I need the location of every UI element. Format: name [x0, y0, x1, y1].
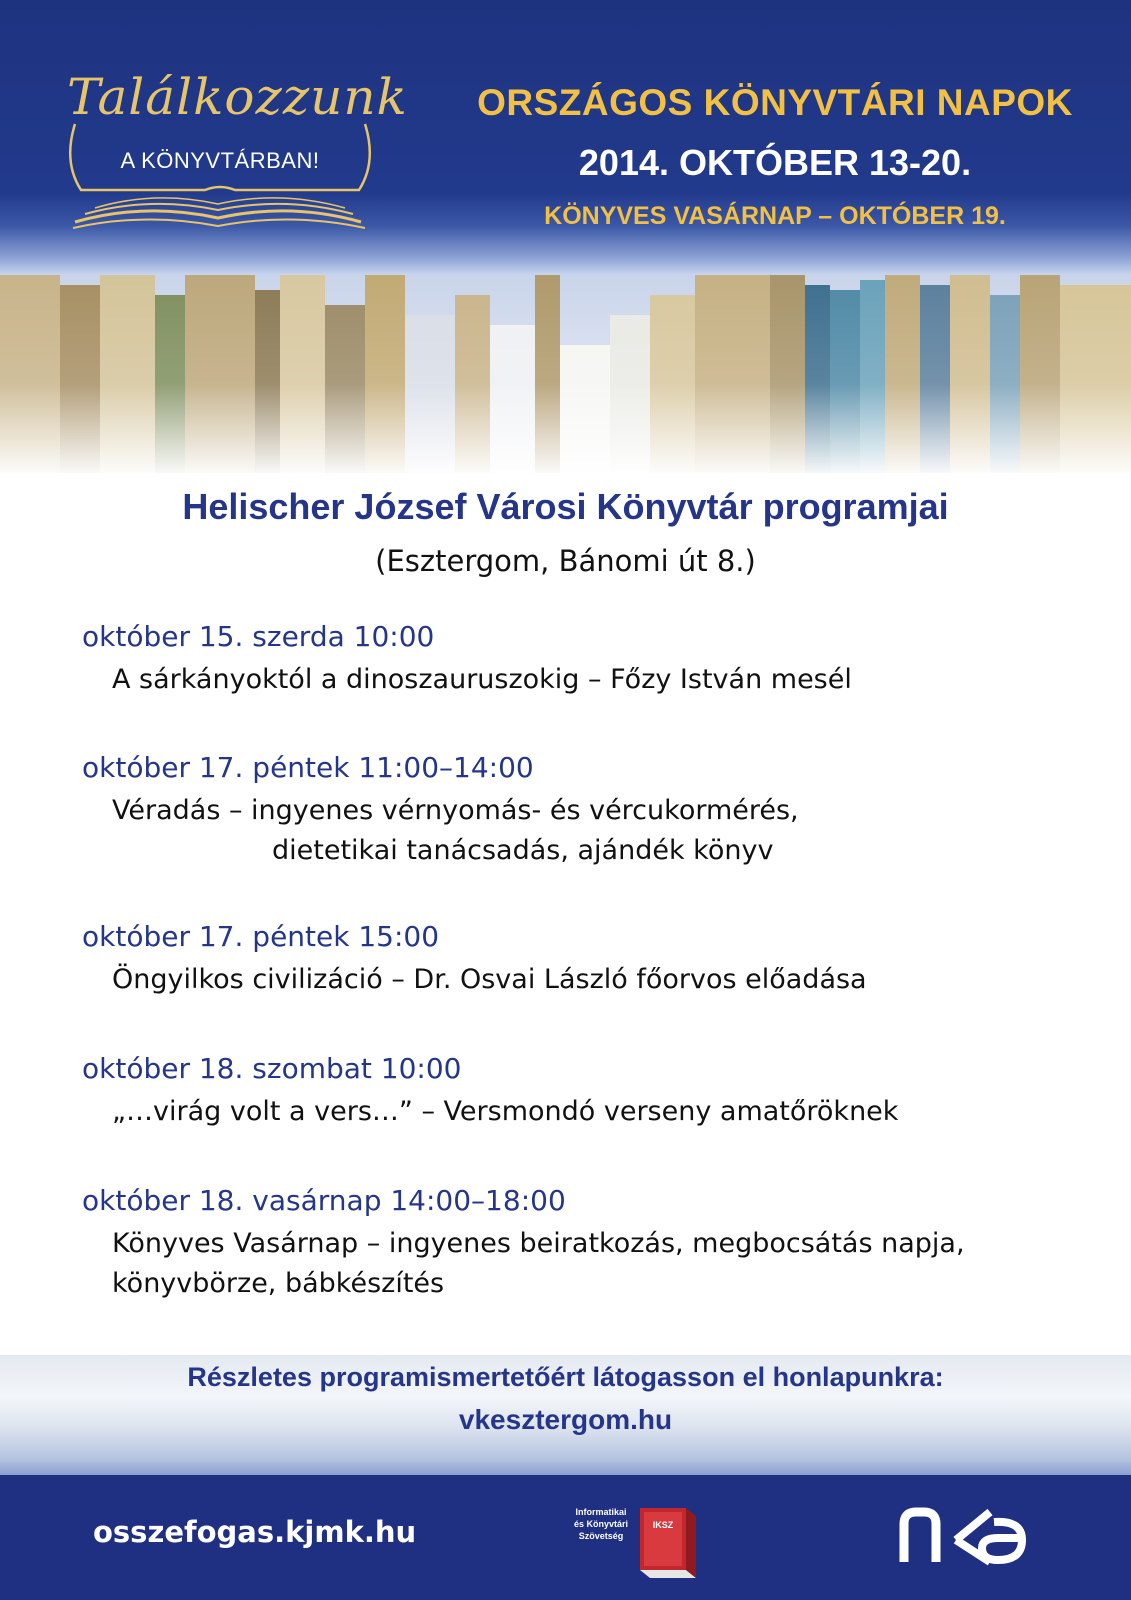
iksz-logo [570, 1502, 705, 1582]
iksz-logo-text [570, 1506, 632, 1542]
nka-logo-text: nka [898, 1500, 900, 1501]
info-text: Részletes programismertetőért látogasson el honlapunkra: [187, 1362, 944, 1392]
logo-script-text: Találkozzunk [67, 68, 408, 126]
event-description: Öngyilkos civilizáció – Dr. Osvai László főorvos előadása [112, 964, 867, 995]
logo-subtitle: A KÖNYVTÁRBAN! [120, 148, 320, 173]
footer-url-link[interactable]: osszefogas.kjmk.hu [93, 1515, 417, 1549]
event-date: október 18. vasárnap 14:00–18:00 [82, 1184, 566, 1217]
book-icon [632, 1504, 702, 1582]
event-description: A sárkányoktól a dinoszauruszokig – Főzy István mesél [112, 664, 852, 695]
iksz-line3: Szövetség [578, 1531, 624, 1541]
event-date: október 15. szerda 10:00 [82, 620, 435, 653]
iksz-badge: IKSZ [652, 1520, 674, 1530]
event-description-line2: könyvbörze, bábkészítés [112, 1268, 445, 1299]
header-banner [0, 0, 1131, 275]
event-description: „…virág volt a vers…” – Versmondó verseny amatőröknek [112, 1096, 899, 1127]
event-description: Könyves Vasárnap – ingyenes beiratkozás, megbocsátás napja, [112, 1228, 965, 1259]
event-subtitle: KÖNYVES VASÁRNAP – OKTÓBER 19. [544, 202, 1006, 230]
nka-logo [898, 1500, 1028, 1570]
event-logo [55, 62, 408, 242]
event-title: ORSZÁGOS KÖNYVTÁRI NAPOK [477, 82, 1073, 123]
iksz-line2: és Könyvtári [573, 1519, 629, 1529]
venue-address: (Esztergom, Bánomi út 8.) [375, 544, 756, 578]
website-link[interactable]: vkesztergom.hu [458, 1404, 673, 1435]
event-description-line2: dietetikai tanácsadás, ajándék könyv [272, 835, 774, 866]
event-date: október 17. péntek 11:00–14:00 [82, 751, 534, 784]
event-date: október 17. péntek 15:00 [82, 920, 440, 953]
venue-title: Helischer József Városi Könyvtár programjai [182, 486, 949, 527]
bookshelf-image [0, 275, 1131, 473]
event-date: október 18. szombat 10:00 [82, 1052, 462, 1085]
event-dates: 2014. OKTÓBER 13-20. [578, 142, 972, 183]
event-description: Véradás – ingyenes vérnyomás- és vércukormérés, [112, 795, 799, 826]
iksz-line1: Informatikai [575, 1507, 627, 1517]
